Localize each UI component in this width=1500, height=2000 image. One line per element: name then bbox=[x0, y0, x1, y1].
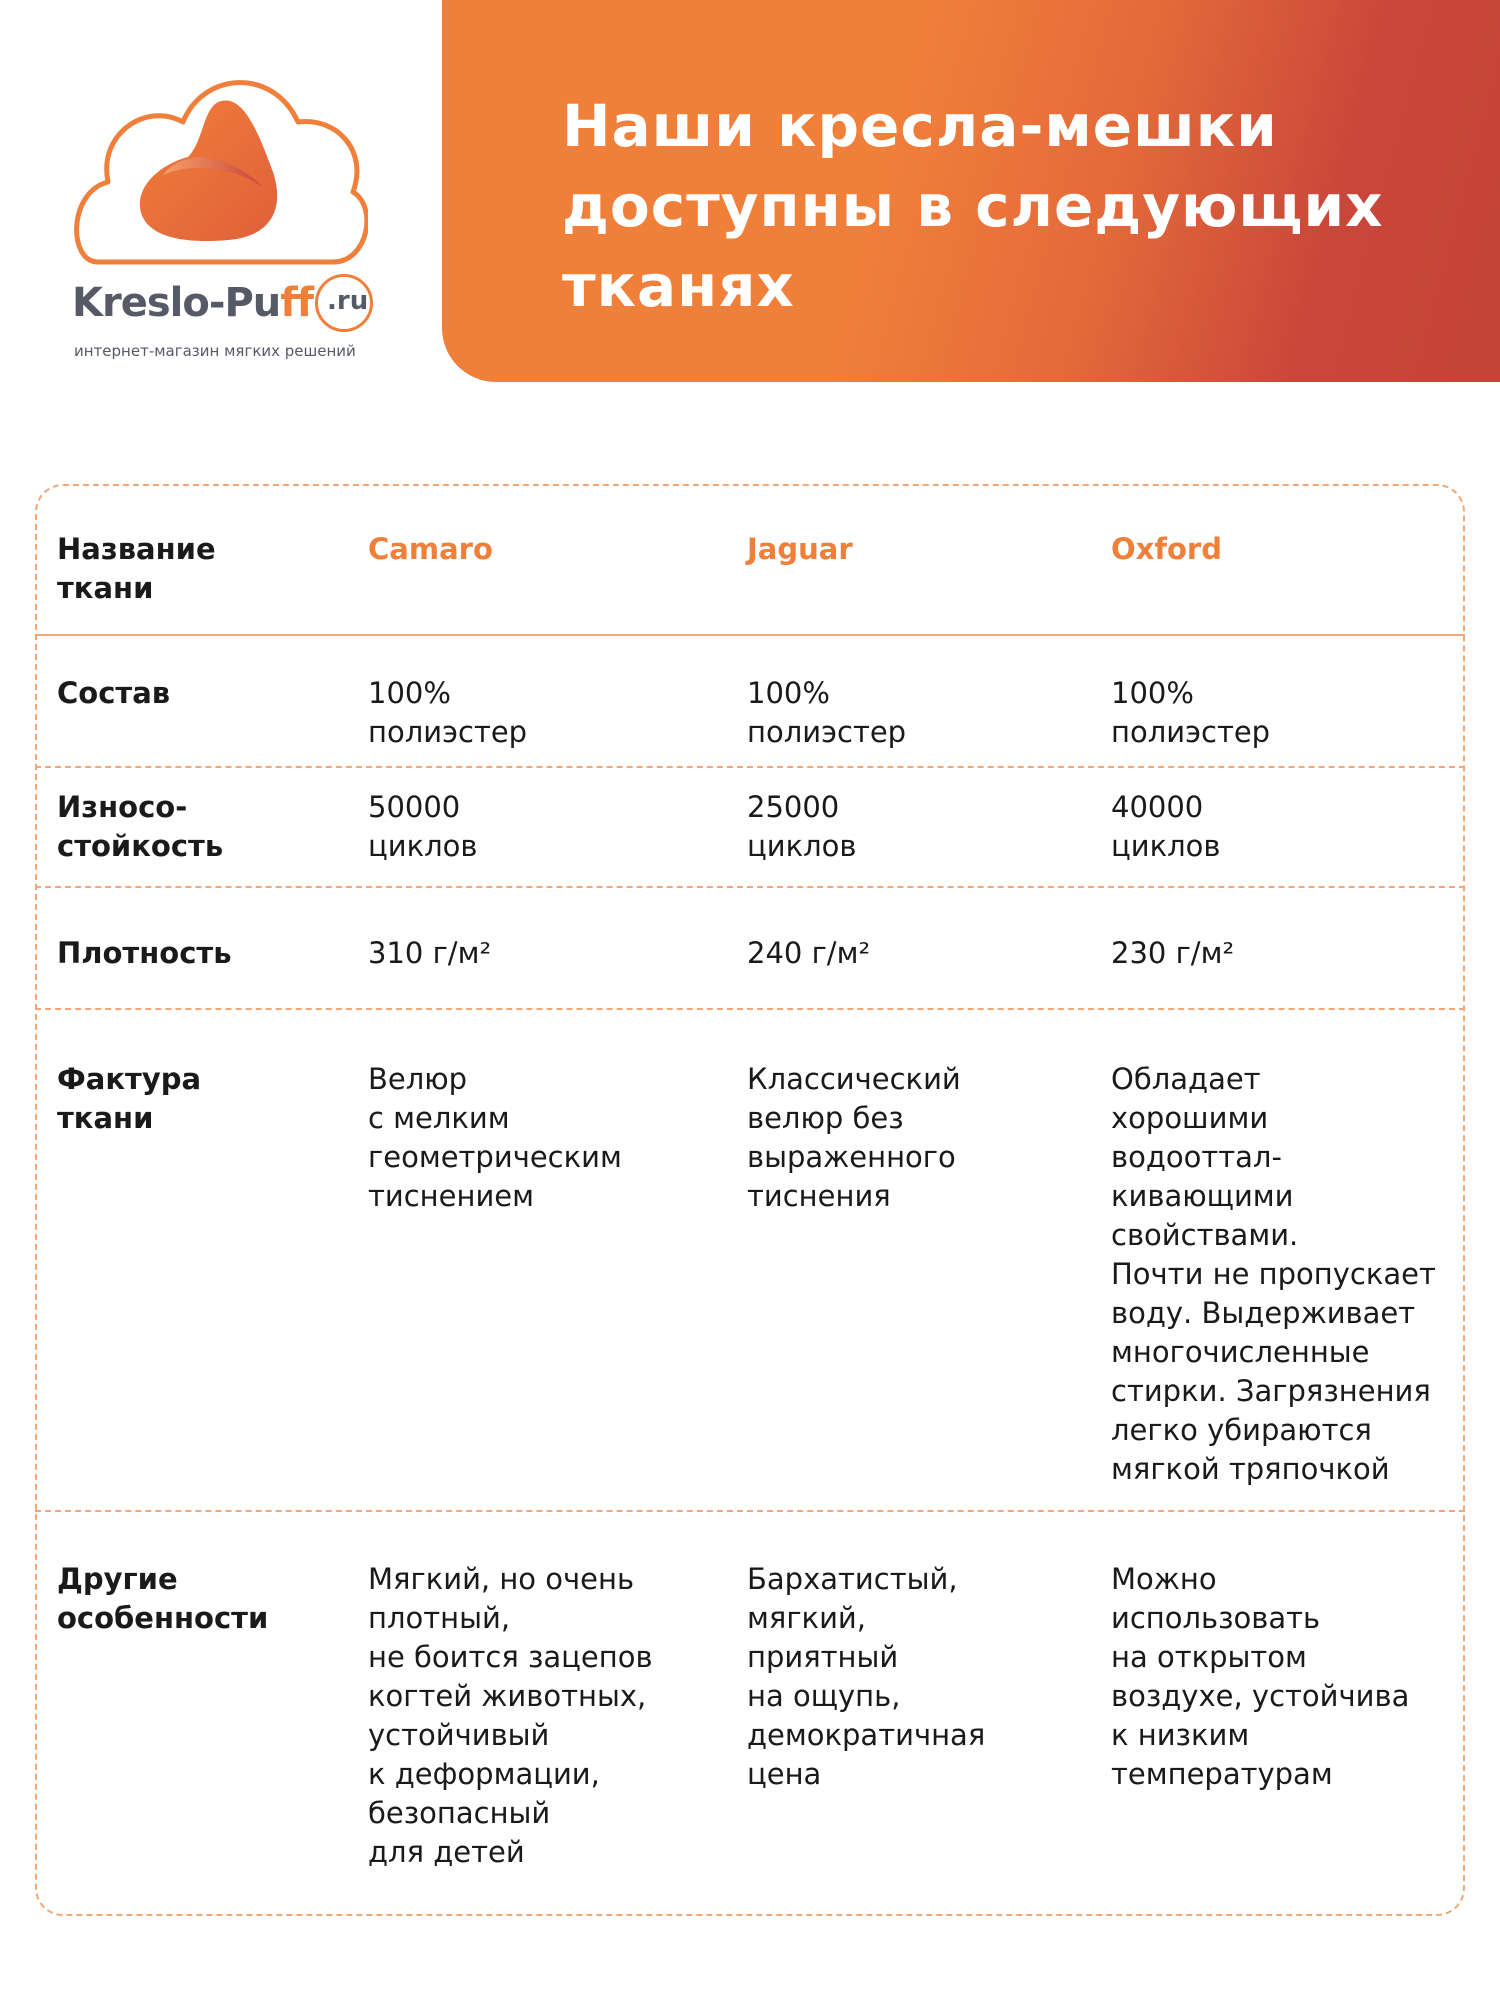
table-cell: Бархатистый, мягкий, приятный на ощупь, демократичная цена bbox=[747, 1562, 986, 1791]
fabric-name-oxford: Oxford bbox=[1111, 532, 1222, 566]
row-divider bbox=[35, 1008, 1465, 1010]
fabric-name-label: Название ткани bbox=[57, 532, 216, 605]
table-row-wear-resistance bbox=[35, 788, 1465, 878]
table-cell: 100% полиэстер bbox=[1111, 676, 1271, 749]
table-row-composition bbox=[35, 674, 1465, 764]
page-title bbox=[562, 86, 1442, 326]
row-label: Износо- стойкость bbox=[57, 790, 224, 863]
brand-tagline: интернет-магазин мягких решений bbox=[74, 342, 356, 360]
table-row-texture bbox=[35, 1060, 1465, 1500]
table-cell: Классический велюр без выраженного тиснения bbox=[747, 1062, 961, 1213]
table-cell: Обладает хорошими водооттал- кивающими свойствами. Почти не пропускает воду. Выдерживает многочисленные стирки. Загрязнения легко убираются мягкой тряпочкой bbox=[1111, 1062, 1436, 1486]
table-cell: Мягкий, но очень плотный, не боится зацепов когтей животных, устойчивый к деформации, безопасный для детей bbox=[368, 1562, 653, 1869]
table-row-other-features bbox=[35, 1560, 1465, 1900]
row-divider bbox=[35, 886, 1465, 888]
table-header-row bbox=[35, 530, 1465, 630]
brand-tld: .ru bbox=[327, 286, 369, 316]
table-cell: 50000 циклов bbox=[368, 790, 478, 863]
brand-name bbox=[72, 280, 313, 326]
title-banner bbox=[442, 0, 1500, 382]
brand-name-main: Kreslo-Pu bbox=[72, 280, 281, 326]
brand-name-accent: ff bbox=[280, 280, 314, 326]
fabric-name-camaro: Camaro bbox=[368, 532, 493, 566]
fabric-name-jaguar: Jaguar bbox=[747, 532, 853, 566]
page-title-line: тканях bbox=[562, 252, 795, 320]
table-cell: 100% полиэстер bbox=[747, 676, 907, 749]
row-divider bbox=[35, 1510, 1465, 1512]
row-label: Состав bbox=[57, 676, 171, 710]
table-cell: 40000 циклов bbox=[1111, 790, 1221, 863]
table-cell: 25000 циклов bbox=[747, 790, 857, 863]
table-row-density bbox=[35, 934, 1465, 984]
table-cell: Можно использовать на открытом воздухе, устойчива к низким температурам bbox=[1111, 1562, 1410, 1791]
row-label: Фактура ткани bbox=[57, 1062, 202, 1135]
row-label: Плотность bbox=[57, 936, 232, 970]
brand-logo[interactable] bbox=[68, 62, 398, 372]
page-title-line: Наши кресла-мешки bbox=[562, 92, 1278, 160]
bean-bag-cloud-icon bbox=[68, 62, 368, 272]
row-divider bbox=[35, 766, 1465, 768]
table-cell: 100% полиэстер bbox=[368, 676, 528, 749]
table-cell: Велюр с мелким геометрическим тиснением bbox=[368, 1062, 622, 1213]
header-divider bbox=[35, 634, 1465, 636]
row-label: Другие особенности bbox=[57, 1562, 269, 1635]
page-title-line: доступны в следующих bbox=[562, 172, 1384, 240]
table-cell: 230 г/м² bbox=[1111, 936, 1235, 970]
table-cell: 310 г/м² bbox=[368, 936, 492, 970]
table-cell: 240 г/м² bbox=[747, 936, 871, 970]
